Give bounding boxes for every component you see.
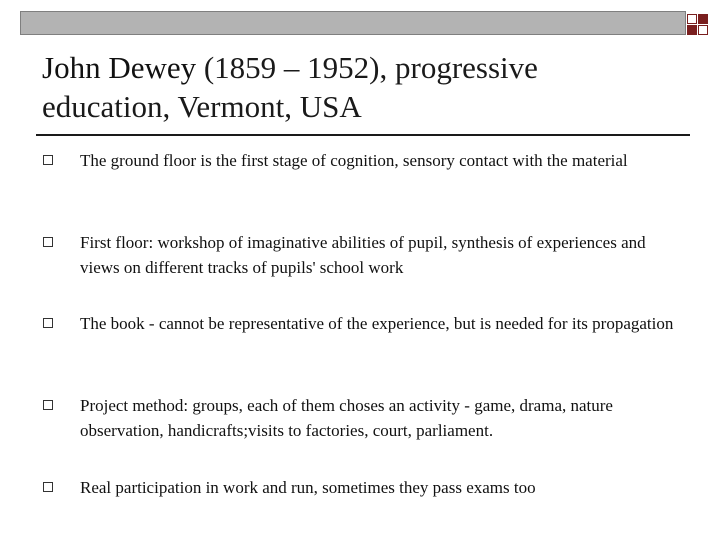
slide-title	[42, 48, 662, 126]
bullet-text: Project method: groups, each of them choses an activity - game, drama, nature observation, handicrafts;visits to factories, court, parliament.	[80, 396, 613, 440]
corner-square-filled	[687, 25, 697, 35]
square-outline-icon	[43, 155, 53, 165]
square-outline-icon	[43, 318, 53, 328]
corner-decoration	[687, 10, 711, 40]
corner-square-filled	[698, 14, 708, 24]
square-outline-icon	[43, 237, 53, 247]
header-bar	[20, 11, 686, 35]
square-outline-icon	[43, 400, 53, 410]
corner-square-outline	[687, 14, 697, 24]
bullet-text: First floor: workshop of imaginative abilities of pupil, synthesis of experiences and views on different tracks of pupils' school work	[80, 233, 646, 277]
square-outline-icon	[43, 482, 53, 492]
title-divider	[36, 134, 690, 136]
bullet-text: The ground floor is the first stage of cognition, sensory contact with the material	[80, 151, 628, 170]
title-rest: (1859 – 1952), progressive education, Vermont, USA	[42, 50, 538, 124]
corner-square-outline	[698, 25, 708, 35]
bullet-text: The book - cannot be representative of the experience, but is needed for its propagation	[80, 314, 674, 333]
title-name: John Dewey	[42, 50, 197, 85]
bullet-text: Real participation in work and run, sometimes they pass exams too	[80, 478, 536, 497]
